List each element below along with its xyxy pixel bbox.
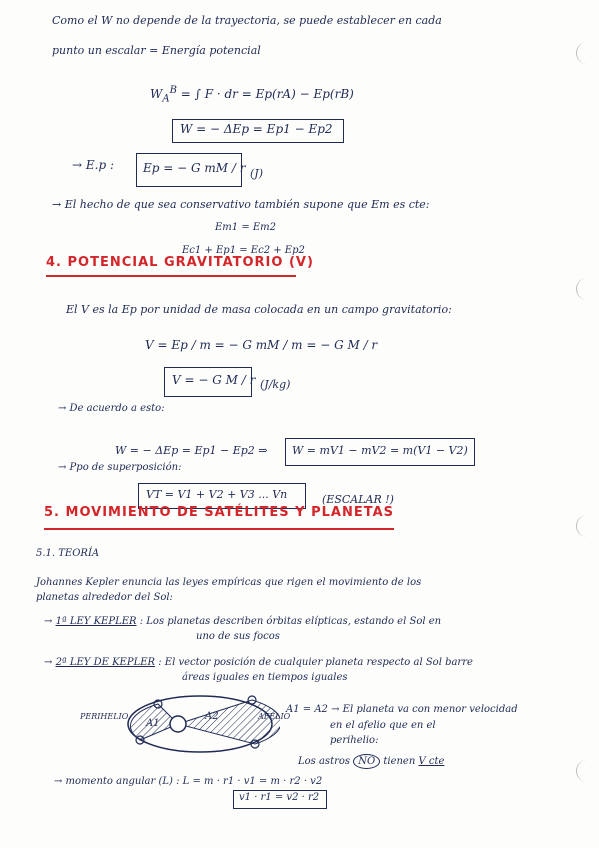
ep-prefix: → E.p : (72, 158, 114, 172)
formula-line: V = Ep / m = − G mM / m = − G M / r (145, 338, 378, 352)
formula-line: Em1 = Em2 (215, 222, 277, 233)
formula-line: W = − ΔEp = Ep1 − Ep2 ⇒ (115, 444, 268, 457)
text-line: punto un escalar = Energía potencial (52, 44, 261, 57)
orbit-diagram (80, 686, 280, 766)
law-text: : Los planetas describen órbitas elípticas, estando el Sol en (139, 616, 442, 627)
law-label: 2ª LEY DE KEPLER (55, 657, 156, 668)
subsection-heading: 5.1. TEORÍA (36, 548, 100, 559)
formula-rest: = ∫ F · dr = Ep(rA) − Ep(rB) (180, 87, 354, 101)
astros-text: tienen (383, 756, 416, 767)
section-heading-5: 5. MOVIMIENTO DE SATÉLITES Y PLANETAS (44, 505, 394, 520)
v-cte: V cte (418, 756, 445, 767)
text-line: → De acuerdo a esto: (58, 403, 165, 414)
formula-superposition: VT = V1 + V2 + V3 ... Vn (146, 488, 288, 501)
circled-no: NO (353, 754, 380, 769)
formula-work-potential: W = mV1 − mV2 = m(V1 − V2) (292, 444, 468, 457)
text-line: en el afelio que en el (330, 720, 436, 731)
kepler-law-2: → 2ª LEY DE KEPLER : El vector posición de cualquier planeta respecto al Sol barre (44, 657, 473, 668)
binder-hole (576, 515, 589, 537)
section-heading-4: 4. POTENCIAL GRAVITATORIO (V) (46, 255, 314, 270)
law-text: áreas iguales en tiempos iguales (182, 672, 348, 683)
law-label: 1ª LEY KEPLER (55, 616, 137, 627)
superscript: B (169, 85, 177, 96)
formula-work-energy: W = − ΔEp = Ep1 − Ep2 (180, 122, 333, 136)
heading-underline (46, 275, 296, 277)
formula-ep: Ep = − G mM / r (143, 161, 246, 175)
binder-hole (576, 760, 589, 782)
formula-potential: V = − G M / r (172, 373, 256, 387)
subscript: A (162, 93, 170, 105)
text-line: Johannes Kepler enuncia las leyes empíricas que rigen el movimiento de los (36, 577, 422, 588)
text-line: → momento angular (L) : L = m · r1 · v1 = m · r2 · v2 (54, 776, 323, 787)
text-line: A1 = A2 → El planeta va con menor velocidad (286, 704, 518, 715)
work-symbol: W (150, 87, 163, 101)
perihelio-label: PERIHELIO (80, 712, 129, 721)
formula-line: Ec1 + Ep1 = Ec2 + Ep2 (182, 245, 305, 256)
text-line: → Ppo de superposición: (58, 462, 182, 473)
text-line: planetas alrededor del Sol: (36, 592, 173, 603)
area-a2-label: A2 (205, 711, 219, 722)
text-line: perihelio: (330, 735, 379, 746)
astros-line (298, 756, 444, 767)
text-line: Como el W no depende de la trayectoria, se puede establecer en cada (52, 14, 442, 27)
astros-text: Los astros (298, 756, 351, 767)
unit-label: (J) (250, 167, 263, 180)
text-line: → El hecho de que sea conservativo también supone que Em es cte: (52, 198, 430, 211)
area-a1-label: A1 (146, 718, 160, 729)
law-text: : El vector posición de cualquier planeta respecto al Sol barre (158, 657, 473, 668)
formula-work (150, 85, 354, 104)
binder-hole (576, 42, 589, 64)
note-label: (ESCALAR !) (322, 493, 394, 506)
unit-label: (J/kg) (260, 378, 291, 391)
area-a2 (178, 700, 280, 744)
formula-angular: v1 · r1 = v2 · r2 (239, 792, 320, 803)
sun-circle (170, 716, 186, 732)
kepler-law-1: → 1ª LEY KEPLER : Los planetas describen órbitas elípticas, estando el Sol en (44, 616, 442, 627)
text-line: El V es la Ep por unidad de masa colocada en un campo gravitatorio: (66, 303, 452, 316)
heading-underline (44, 528, 394, 530)
law-text: uno de sus focos (196, 631, 280, 642)
afelio-label: AFELIO (258, 712, 291, 721)
binder-hole (576, 278, 589, 300)
